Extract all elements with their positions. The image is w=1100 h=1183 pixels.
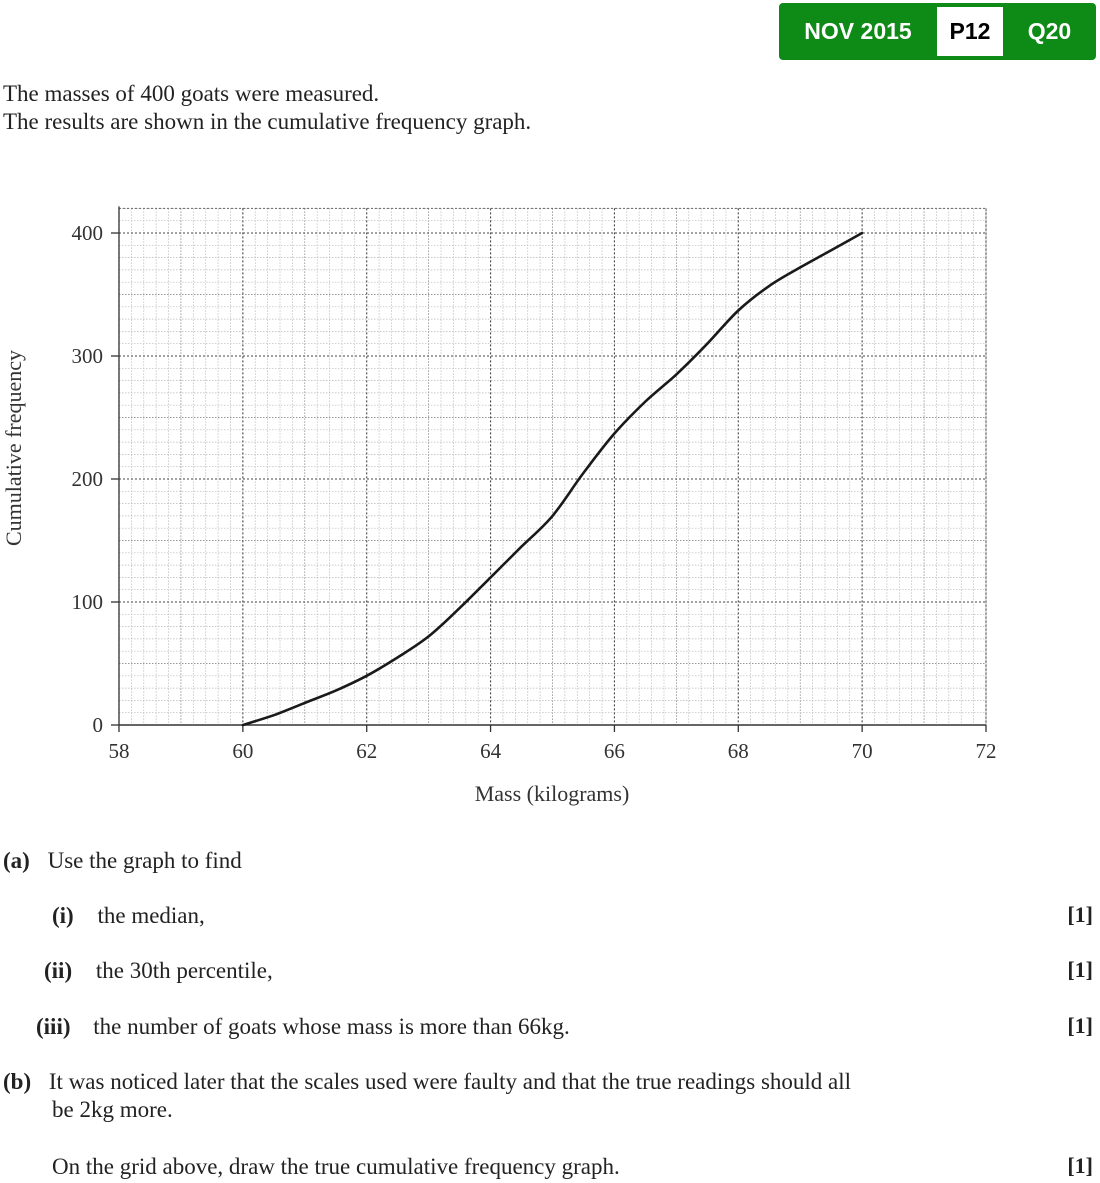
question-intro: [3, 80, 531, 136]
question-a-text: Use the graph to find: [47, 848, 242, 873]
question-a-i-label: (i): [52, 903, 74, 928]
question-a-ii-text: the 30th percentile,: [95, 958, 273, 983]
grid-minor: [119, 208, 986, 725]
x-tick-labels: [109, 739, 997, 763]
x-tick-label: 72: [975, 739, 997, 763]
question-a-ii-label: (ii): [44, 958, 73, 983]
question-b-label: (b): [3, 1069, 32, 1094]
badge-question: Q20: [1027, 18, 1072, 44]
x-tick-label: 70: [851, 739, 873, 763]
x-axis-label: Mass (kilograms): [474, 781, 630, 806]
question-a: [3, 847, 242, 875]
intro-line-1: The masses of 400 goats were measured.: [3, 81, 380, 106]
x-tick-label: 60: [232, 739, 254, 763]
x-tick-label: 64: [480, 739, 502, 763]
question-a-i: [52, 902, 205, 930]
x-tick-label: 62: [356, 739, 378, 763]
question-b-line-3: On the grid above, draw the true cumulative frequency graph.: [52, 1154, 620, 1179]
question-a-iii: [36, 1013, 570, 1041]
chart-axes: [111, 206, 986, 732]
question-b-line-1: It was noticed later that the scales used were faulty and that the true readings should all: [48, 1069, 852, 1094]
question-badge: [779, 3, 1096, 60]
y-axis-label: Cumulative frequency: [1, 349, 26, 547]
y-tick-label: 300: [71, 344, 103, 368]
mark-a-iii: [1]: [1067, 1013, 1093, 1038]
question-b-line-2: be 2kg more.: [52, 1097, 173, 1122]
mark-a-ii: [1]: [1067, 957, 1093, 982]
x-tick-label: 68: [727, 739, 749, 763]
badge-paper: P12: [937, 7, 1003, 56]
question-a-iii-label: (iii): [36, 1014, 71, 1039]
question-a-label: (a): [3, 848, 30, 873]
x-tick-label: 66: [603, 739, 625, 763]
y-tick-label: 200: [71, 467, 103, 491]
y-tick-label: 400: [71, 221, 103, 245]
cumulative-frequency-chart: [0, 160, 1100, 820]
badge-session: NOV 2015: [804, 18, 912, 44]
question-a-ii: [44, 957, 273, 985]
intro-line-2: The results are shown in the cumulative frequency graph.: [3, 109, 532, 134]
question-b: [3, 1068, 851, 1096]
question-a-iii-text: the number of goats whose mass is more than 66kg.: [93, 1014, 570, 1039]
y-tick-labels: [72, 221, 104, 737]
y-tick-label: 100: [71, 590, 103, 614]
question-a-i-text: the median,: [97, 903, 205, 928]
mark-a-i: [1]: [1067, 902, 1093, 927]
mark-b: [1]: [1067, 1153, 1093, 1178]
y-tick-label: 0: [92, 713, 103, 737]
x-tick-label: 58: [108, 739, 130, 763]
